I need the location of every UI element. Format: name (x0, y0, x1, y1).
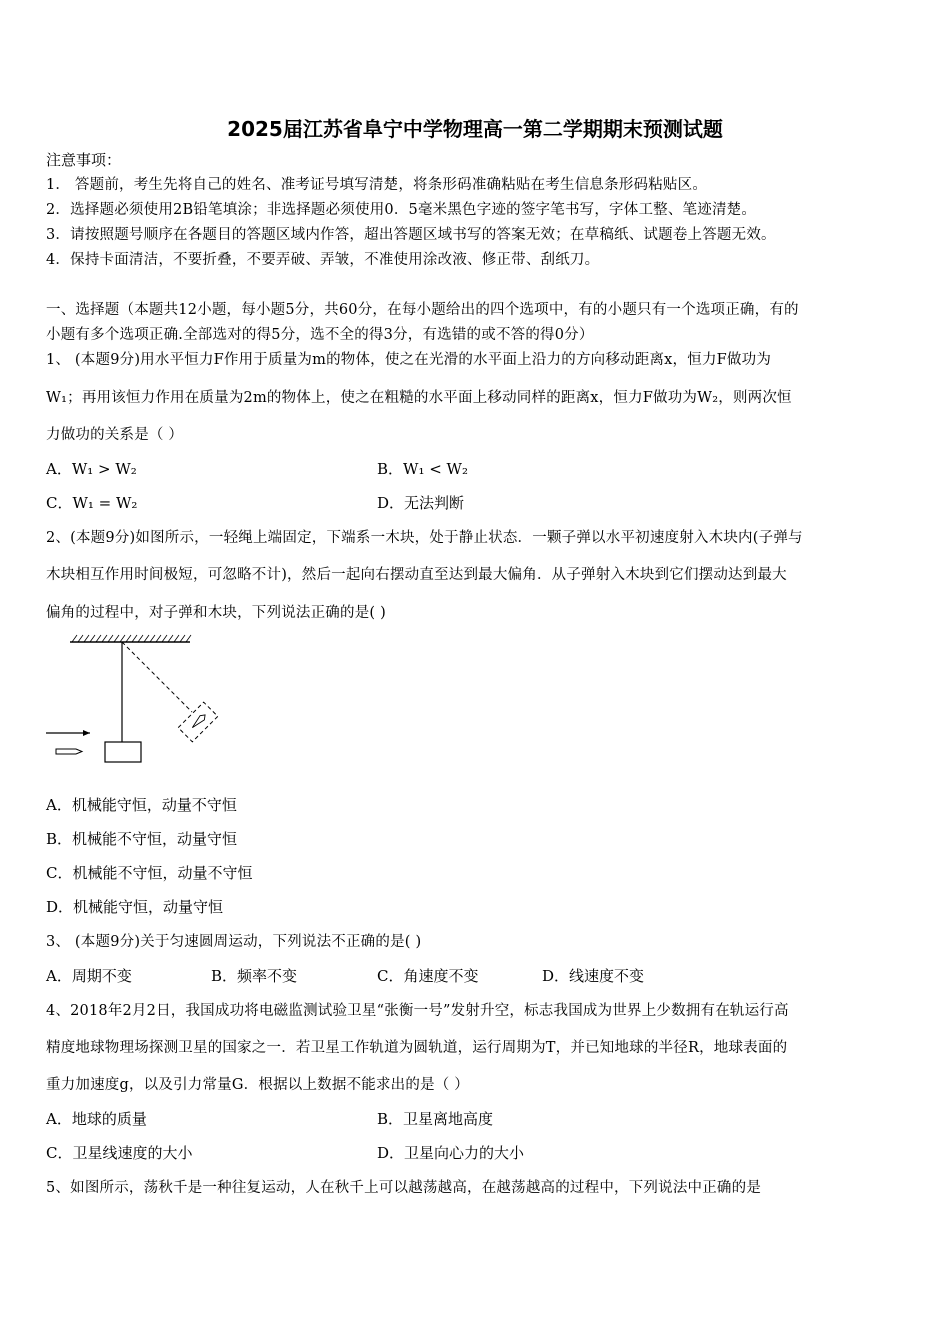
q2-option-d[interactable]: D．机械能守恒，动量守恒 (46, 898, 224, 916)
q2-option-c[interactable]: C．机械能不守恒，动量不守恒 (46, 864, 253, 882)
notice-item: 2．选择题必须使用2B铅笔填涂；非选择题必须使用0．5毫米黑色字迹的签字笔书写，字体工整、笔迹清楚。 (46, 202, 757, 218)
question-2-text: 2、(本题9分)如图所示，一轻绳上端固定，下端系一木块，处于静止状态．一颗子弹以水平初速度射入木块内(子弹与 (46, 530, 803, 546)
question-2-text: 木块相互作用时间极短，可忽略不计)，然后一起向右摆动直至达到最大偏角．从子弹射入木块到它们摆动达到最大 (46, 567, 787, 583)
q1-option-c[interactable]: C．W₁ = W₂ (46, 494, 138, 512)
question-1-text: W₁；再用该恒力作用在质量为2m的物体上，使之在粗糙的水平面上移动同样的距离x，恒力F做功为W₂，则两次恒 (46, 390, 792, 406)
section-heading: 一、选择题（本题共12小题，每小题5分，共60分，在每小题给出的四个选项中，有的小题只有一个选项正确，有的 (46, 302, 799, 318)
question-5-text: 5、如图所示，荡秋千是一种往复运动，人在秋千上可以越荡越高，在越荡越高的过程中，下列说法中正确的是 (46, 1180, 762, 1196)
q1-option-d[interactable]: D．无法判断 (377, 494, 465, 512)
question-4-text: 4、2018年2月2日，我国成功将电磁监测试验卫星“张衡一号”发射升空，标志我国成为世界上少数拥有在轨运行高 (46, 1003, 789, 1019)
q2-option-b[interactable]: B．机械能不守恒，动量守恒 (46, 830, 238, 848)
notice-heading: 注意事项： (46, 151, 122, 169)
section-heading-cont: 小题有多个选项正确.全部选对的得5分，选不全的得3分，有选错的或不答的得0分） (46, 327, 594, 343)
bullet (56, 749, 82, 754)
q1-option-a[interactable]: A．W₁ > W₂ (46, 460, 137, 478)
q1-option-b[interactable]: B．W₁ < W₂ (377, 460, 468, 478)
question-1-text: 力做功的关系是（ ） (46, 427, 184, 443)
notice-item: 3．请按照题号顺序在各题目的答题区域内作答，超出答题区域书写的答案无效；在草稿纸、试题卷上答题无效。 (46, 227, 776, 243)
question-3-text: 3、 (本题9分)关于匀速圆周运动，下列说法不正确的是( ) (46, 934, 422, 950)
page-title: 2025届江苏省阜宁中学物理高一第二学期期末预测试题 (227, 117, 723, 141)
q3-option-d[interactable]: D．线速度不变 (542, 967, 645, 985)
notice-item: 1． 答题前，考生先将自己的姓名、准考证号填写清楚，将条形码准确粘贴在考生信息条形码粘贴区。 (46, 177, 708, 193)
rope-deflected (122, 642, 192, 712)
notice-item: 4．保持卡面清洁，不要折叠，不要弄破、弄皱，不准使用涂改液、修正带、刮纸刀。 (46, 252, 600, 268)
pendulum-figure (42, 632, 232, 772)
arrow-head (83, 730, 90, 736)
wooden-block (105, 742, 141, 762)
q4-option-d[interactable]: D．卫星向心力的大小 (377, 1144, 525, 1162)
question-2-text: 偏角的过程中，对子弹和木块，下列说法正确的是( ) (46, 605, 386, 621)
question-4-text: 精度地球物理场探测卫星的国家之一．若卫星工作轨道为圆轨道，运行周期为T，并已知地球的半径R，地球表面的 (46, 1040, 788, 1056)
block-deflected (178, 702, 218, 742)
q4-option-c[interactable]: C．卫星线速度的大小 (46, 1144, 193, 1162)
question-1-text: 1、 (本题9分)用水平恒力F作用于质量为m的物体，使之在光滑的水平面上沿力的方向移动距离x，恒力F做功为 (46, 352, 772, 368)
question-4-text: 重力加速度g，以及引力常量G．根据以上数据不能求出的是（ ） (46, 1077, 469, 1093)
q2-option-a[interactable]: A．机械能守恒，动量不守恒 (46, 796, 237, 814)
ceiling-hatch (72, 635, 191, 642)
q3-option-a[interactable]: A．周期不变 (46, 967, 132, 985)
q3-option-b[interactable]: B．频率不变 (211, 967, 298, 985)
q4-option-b[interactable]: B．卫星离地高度 (377, 1110, 494, 1128)
q3-option-c[interactable]: C．角速度不变 (377, 967, 479, 985)
q4-option-a[interactable]: A．地球的质量 (46, 1110, 147, 1128)
